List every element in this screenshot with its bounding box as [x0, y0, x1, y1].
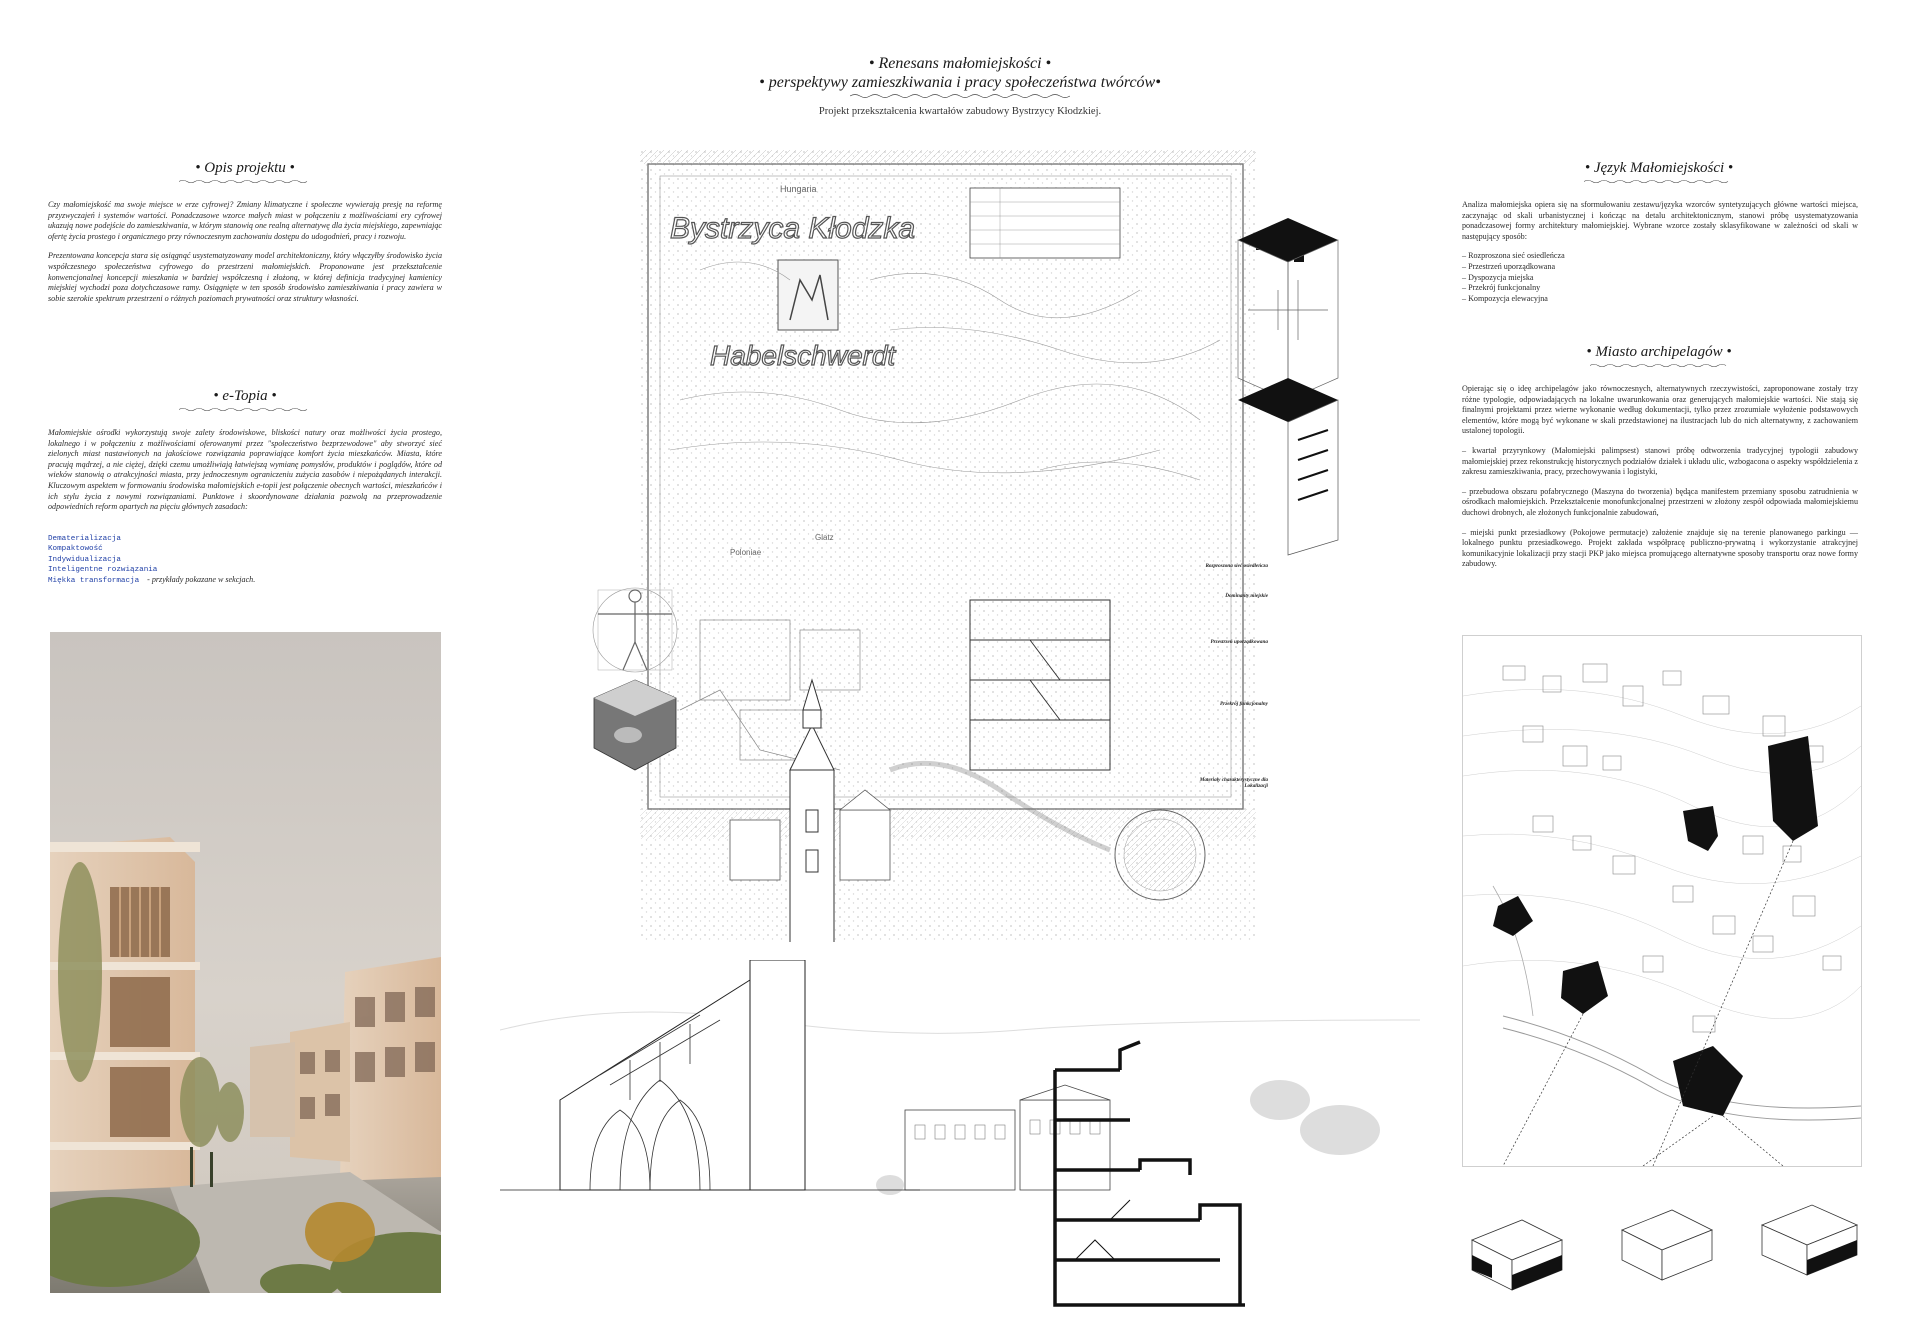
- archipelag-heading: [1462, 344, 1856, 368]
- map-subtitle-script: Habelschwerdt: [710, 340, 896, 371]
- archipelag-paragraph-4: – miejski punkt przesiadkowy (Pokojowe permutacje) założenie znajduje się na terenie planowanego parkingu — lokalnego punktu przesiadkowego. Projekt zakłada współpracę publiczno-prywatną i wykorzystanie atrakcyjnej komunikacyjnie lokalizacji przy stacji PKP jako miejsca promującego alternatywne sposoby transportu oraz nowe formy zabudowy.: [1462, 527, 1858, 569]
- isometric-tower: [1228, 210, 1348, 560]
- bottom-sections: [500, 960, 1420, 1310]
- etopia-heading-text: • e-Topia •: [213, 388, 277, 404]
- etopia-paragraph: Małomiejskie ośrodki wykorzystują swoje zalety środowiskowe, bliskości natury oraz możliwości życia prostego, lokalnego i w połączeniu z możliwościami oferowanymi przez "społeczeństwo bezprzewodowe" aby stworzyć sieć zielonych miast nastawionych na jakościowe rozwiązania poprawiające komfort życia mieszkańców. Miasta, które pracują mądrzej, a nie ciężej, dzięki czemu umożliwiają łatwiejszą wymianę pomysłów, produktów i poglądów, które od wieków stanowią o atrakcyjności miasta, przy jednoczesnym ograniczeniu zużycia zasobów i niepożądanych interakcji. Kluczowym aspektem w formowaniu środowiska małomiejskich e-topii jest połączenie obecnych wartości, mieszkańców i ich stylu życia z nowymi rozwiązaniami. Punktowe i skoordynowane działania pozwolą na przeprowadzenie odpowiednich reform opartych na pięciu głównych zasadach:: [48, 428, 442, 512]
- heading-underline: [179, 407, 311, 412]
- map-label-glatz: Glatz: [815, 533, 834, 542]
- archipelag-paragraph-2: – kwartał przyrynkowy (Małomiejski palimpsest) stanowi próbę odtworzenia tradycyjnej typologii zabudowy małomiejskiej przez rekonstrukcję historycznych podziałów działek i układu ulic, wzbogacona o aspekty współdzielenia z zakresu zamieszkiwania, pracy, przechowywania i logistyki,: [1462, 445, 1859, 477]
- jezyk-item: – Przekrój funkcjonalny: [1462, 283, 1541, 293]
- collage-legend: [1176, 562, 1270, 822]
- legend-item-4: Przekrój funkcjonalny: [1220, 701, 1268, 707]
- archipelag-heading-text: • Miasto archipelagów •: [1586, 344, 1732, 360]
- principles-list: [48, 534, 442, 586]
- legend-item-5: Materiały charakterystyczne dla Lokalizacji: [1199, 777, 1268, 789]
- street-render: [50, 632, 441, 1293]
- opis-paragraph-2: Prezentowana koncepcja stara się osiągnąć usystematyzowany model architektoniczny, który włączyłby środowisko życia współczesnego społeczeństwa cyfrowego do przestrzeni małomiejskich. Proponowane jest przekształcenie konwencjonalnej koncepcji mieszkania w bardziej współczesną i złożoną, w której definicja tradycyjnej kamienicy miejskiej wychodzi poza dotychczasowe ramy. Osiągnięte w ten sposób środowisko zamieszkiwania i pracy zawiera w sobie szerokie spektrum przestrzeni o różnych poziomach prywatności oraz struktury własności.: [48, 251, 442, 303]
- map-label-poloniae: Poloniae: [730, 548, 762, 557]
- legend-item-2: Dominanty miejskie: [1225, 593, 1268, 599]
- legend-item-1: Rozproszona sieć osiedleńcza: [1205, 563, 1268, 569]
- principle-5: Miękka transformacja: [48, 577, 140, 586]
- map-title-script: Bystrzyca Kłodzka: [670, 212, 916, 245]
- title-block: [0, 54, 1920, 117]
- jezyk-item: – Kompozycja elewacyjna: [1462, 293, 1548, 303]
- jezyk-heading: [1462, 160, 1856, 184]
- jezyk-list: [1462, 251, 1858, 304]
- street-render-image: [50, 632, 441, 1293]
- main-title: • Renesans małomiejskości •: [868, 55, 1052, 72]
- vitruvian-figure: [588, 570, 683, 800]
- isometric-tower-drawing: [1228, 210, 1348, 560]
- principle-4: Inteligentne rozwiązania: [48, 565, 158, 574]
- main-title-line2: • perspektywy zamieszkiwania i pracy społeczeństwa twórców•: [759, 74, 1161, 91]
- map-collage-drawing: [640, 150, 1256, 942]
- jezyk-item: – Dyspozycja miejska: [1462, 272, 1534, 282]
- jezyk-heading-text: • Język Małomiejskości •: [1584, 160, 1734, 176]
- jezyk-item: – Przestrzeń uporządkowana: [1462, 261, 1556, 271]
- title-underline: [850, 93, 1070, 99]
- etopia-heading: [48, 388, 442, 412]
- principle-2: Kompaktowość: [48, 545, 103, 554]
- jezyk-paragraph: Analiza małomiejska opiera się na sformułowaniu zestawu/języka wzorców syntetyzujących główne wartości miejsca, zaczynając od skali urbanistycznej i kończąc na detalu architektonicznym, stanowi próbę usystematyzowania ponadczasowej formy architektury małomiejskiej. Wybrane wzorce zostały sklasyfikowane w zależności od skali w następujący sposób:: [1462, 200, 1858, 241]
- archipelag-paragraph-1: Opierając się o ideę archipelagów jako równoczesnych, alternatywnych rzeczywistości, zaproponowane zostały trzy różne typologie, odpowiadających na lokalne uwarunkowania oraz generujących małomiejskie wartości. Nie stają się finalnymi projektami przez wierne wykonanie według dokumentacji, tylko przez zrozumiałe wyłożenie podstawowych elementów, które mogą być wykonane w skali przedstawionej na ilustracjach lub do nich alternatywny, z zachowaniem ustalonej topologii.: [1462, 384, 1858, 436]
- principle-1: Dematerializacja: [48, 535, 121, 543]
- archipelag-text: [1462, 384, 1858, 579]
- heading-underline: [1590, 363, 1728, 368]
- map-label-hungaria: Hungaria: [780, 184, 817, 194]
- heading-underline: [179, 179, 311, 184]
- axonometric-drawing: [1462, 1180, 1862, 1320]
- opis-heading: [48, 160, 442, 184]
- historic-map-collage: [640, 150, 1256, 942]
- axonometric-fragments: [1462, 1180, 1862, 1320]
- archipelag-paragraph-3: – przebudowa obszaru pofabrycznego (Maszyna do tworzenia) będąca manifestem przemiany sposobu zatrudnienia w ośrodkach małomiejskich. Przekształcenie monofunkcjonalnej przestrzeni w złożony zespół odpowiada małomiejskiemu duchowi drobnych, ale złożonych funkcjonalnie zabudowań,: [1462, 486, 1858, 517]
- subtitle: Projekt przekształcenia kwartałów zabudowy Bystrzycy Kłodzkiej.: [818, 106, 1102, 117]
- principle-3: Indywidualizacja: [48, 555, 121, 564]
- opis-paragraph-1: Czy małomiejskość ma swoje miejsce w erze cyfrowej? Zmiany klimatyczne i społeczne wywierają presję na reformę przyzwyczajeń i systemów wartości. Ponadczasowe wzorce małych miast w połączeniu z możliwościami ery cyfrowej ukazują nowe podejście do zamieszkiwania, w którym stanowią one realną alternatywę dla życia miejskiego, zapewniając ofertę życia prostego i organicznego przy równoczesnym zachowaniu dostępu do udogodnień, pracy i rozwoju.: [48, 200, 442, 241]
- site-plan: [1463, 636, 1861, 1166]
- legend-item-3: Przestrzeń uporządkowana: [1210, 639, 1268, 645]
- vitruvian-drawing: [588, 570, 683, 800]
- jezyk-text: [1462, 200, 1858, 304]
- opis-heading-text: • Opis projektu •: [195, 160, 295, 176]
- jezyk-item: – Rozproszona sieć osiedleńcza: [1462, 251, 1565, 261]
- principles-note: - przykłady pokazane w sekcjach.: [147, 575, 256, 585]
- site-plan-map: [1462, 635, 1862, 1167]
- sections-drawing: [500, 960, 1420, 1310]
- etopia-text: [48, 428, 442, 522]
- opis-text: [48, 200, 442, 313]
- heading-underline: [1584, 179, 1734, 184]
